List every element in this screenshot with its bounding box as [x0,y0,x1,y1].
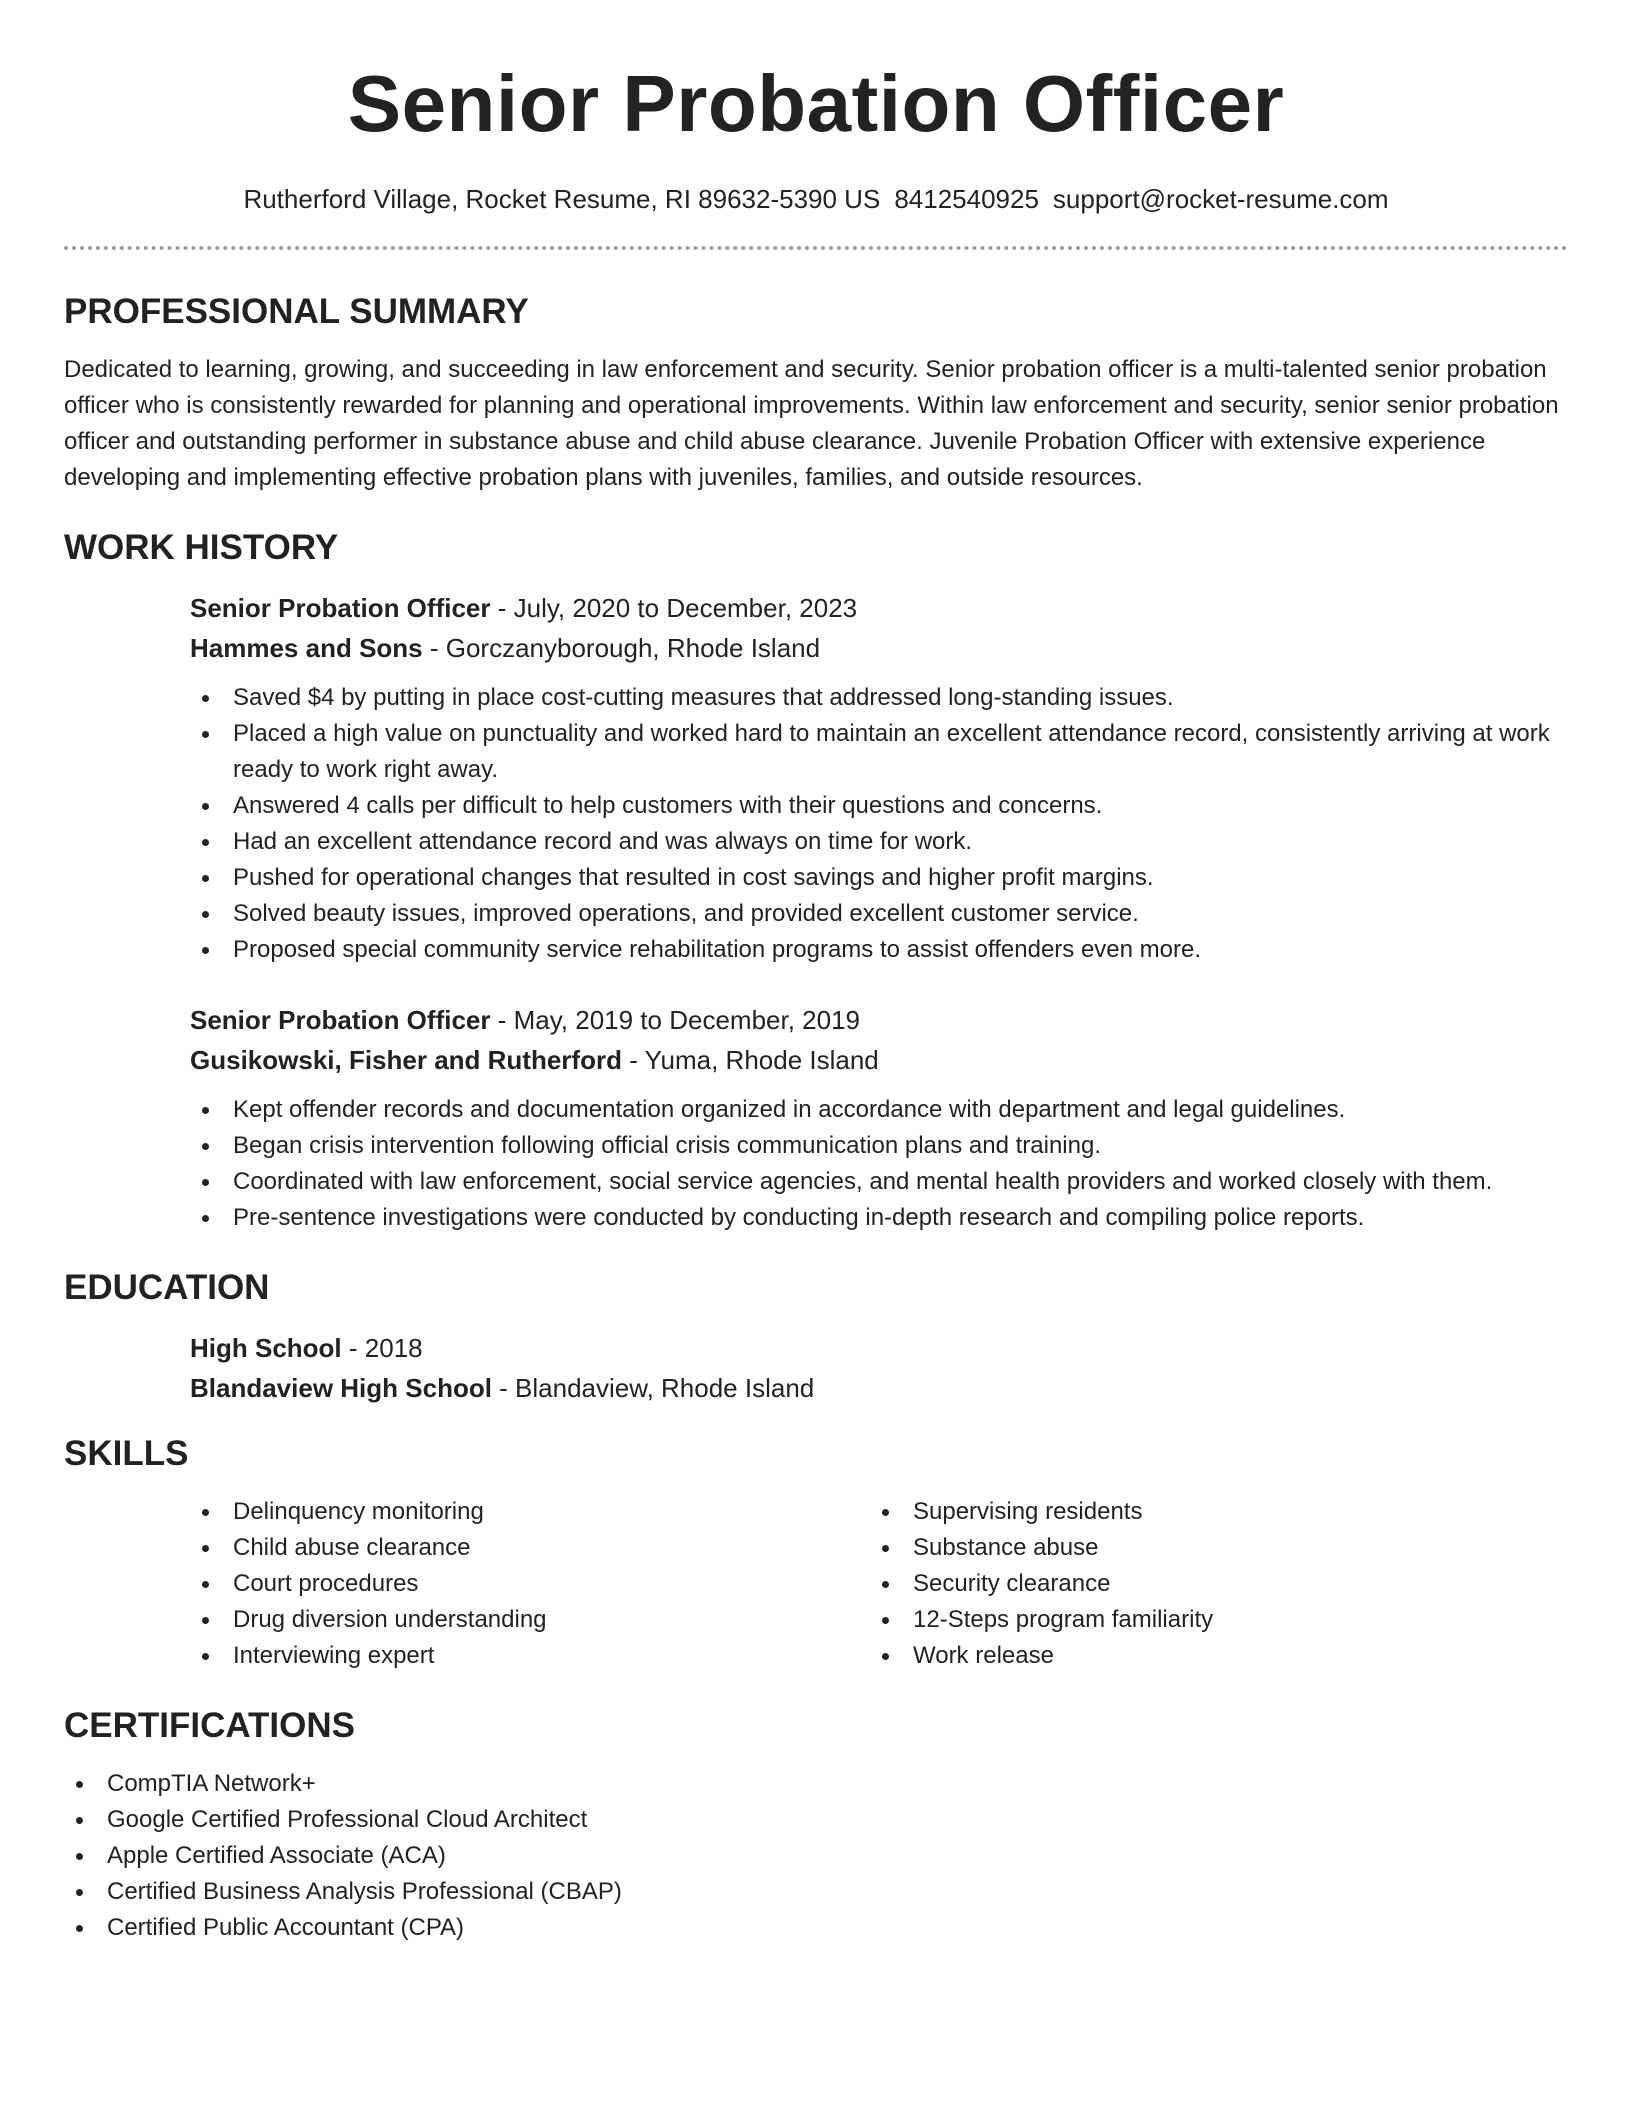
section-certifications [64,1704,1568,1946]
skill-item: Substance abuse [870,1530,1550,1566]
job-company: Gusikowski, Fisher and Rutherford [190,1045,622,1075]
job-title-line [190,1000,1568,1040]
contact-phone: 8412540925 [894,184,1039,214]
skill-item: Drug diversion understanding [190,1602,870,1638]
skills-grid [190,1494,1568,1674]
resume-page [64,0,1568,1946]
job-dates: - July, 2020 to December, 2023 [490,593,858,623]
list-item: Proposed special community service rehabilitation programs to assist offenders even more. [190,932,1568,968]
skill-item: Supervising residents [870,1494,1550,1530]
contact-address: Rutherford Village, Rocket Resume, RI 89632-5390 US [243,184,881,214]
section-work-history [64,526,1568,1236]
contact-line [64,182,1568,216]
skill-item: Court procedures [190,1566,870,1602]
certification-item: Certified Business Analysis Professional (CBAP) [64,1874,1568,1910]
job-entry [190,1000,1568,1236]
skill-item: Security clearance [870,1566,1550,1602]
skill-item: Delinquency monitoring [190,1494,870,1530]
section-title-education: EDUCATION [64,1268,270,1307]
section-title-skills: SKILLS [64,1434,189,1473]
header-divider [64,246,1568,250]
education-entry [190,1328,1568,1408]
skill-item: Child abuse clearance [190,1530,870,1566]
certifications-list [64,1766,1568,1946]
education-year: - 2018 [341,1333,423,1363]
skill-item: Interviewing expert [190,1638,870,1674]
job-company-line [190,628,1568,668]
list-item: Had an excellent attendance record and was always on time for work. [190,824,1568,860]
job-dates: - May, 2019 to December, 2019 [490,1005,860,1035]
skills-list-left [190,1494,870,1674]
section-title-work: WORK HISTORY [64,528,339,567]
job-bullets [190,680,1568,968]
certification-item: CompTIA Network+ [64,1766,1568,1802]
skill-item: Work release [870,1638,1550,1674]
skills-list-right [870,1494,1550,1674]
job-role: Senior Probation Officer [190,1005,491,1035]
list-item: Pre-sentence investigations were conducted by conducting in-depth research and compiling police reports. [190,1200,1568,1236]
resume-name: Senior Probation Officer [347,59,1285,148]
list-item: Began crisis intervention following official crisis communication plans and training. [190,1128,1568,1164]
job-role: Senior Probation Officer [190,593,491,623]
education-degree-line [190,1328,1568,1368]
list-item: Placed a high value on punctuality and worked hard to maintain an excellent attendance record, consistently arriving at work ready to work right away. [190,716,1568,788]
education-location: - Blandaview, Rhode Island [491,1373,815,1403]
list-item: Kept offender records and documentation organized in accordance with department and legal guidelines. [190,1092,1568,1128]
job-company: Hammes and Sons [190,633,423,663]
list-item: Answered 4 calls per difficult to help customers with their questions and concerns. [190,788,1568,824]
job-entry [190,588,1568,968]
job-location: - Yuma, Rhode Island [621,1045,879,1075]
summary-text: Dedicated to learning, growing, and succeeding in law enforcement and security. Senior probation officer is a multi-talented senior probation officer who is consistently rewarded for planning and operational improvements. Within law enforcement and security, senior senior probation officer and outstanding performer in substance abuse and child abuse clearance. Juvenile Probation Officer with extensive experience developing and implementing effective probation plans with juveniles, families, and outside resources. [64,356,1559,491]
section-skills [64,1432,1568,1674]
certification-item: Google Certified Professional Cloud Architect [64,1802,1568,1838]
section-title-certifications: CERTIFICATIONS [64,1706,356,1745]
education-school-line [190,1368,1568,1408]
list-item: Pushed for operational changes that resulted in cost savings and higher profit margins. [190,860,1568,896]
section-summary [64,290,1568,496]
section-title-summary: PROFESSIONAL SUMMARY [64,292,529,331]
section-education [64,1266,1568,1408]
list-item: Saved $4 by putting in place cost-cutting measures that addressed long-standing issues. [190,680,1568,716]
job-location: - Gorczanyborough, Rhode Island [422,633,821,663]
contact-email: support@rocket-resume.com [1052,184,1389,214]
list-item: Coordinated with law enforcement, social service agencies, and mental health providers and worked closely with them. [190,1164,1568,1200]
certification-item: Certified Public Accountant (CPA) [64,1910,1568,1946]
education-school: Blandaview High School [190,1373,492,1403]
job-title-line [190,588,1568,628]
list-item: Solved beauty issues, improved operations, and provided excellent customer service. [190,896,1568,932]
job-bullets [190,1092,1568,1236]
education-degree: High School [190,1333,342,1363]
certification-item: Apple Certified Associate (ACA) [64,1838,1568,1874]
skill-item: 12-Steps program familiarity [870,1602,1550,1638]
job-company-line [190,1040,1568,1080]
